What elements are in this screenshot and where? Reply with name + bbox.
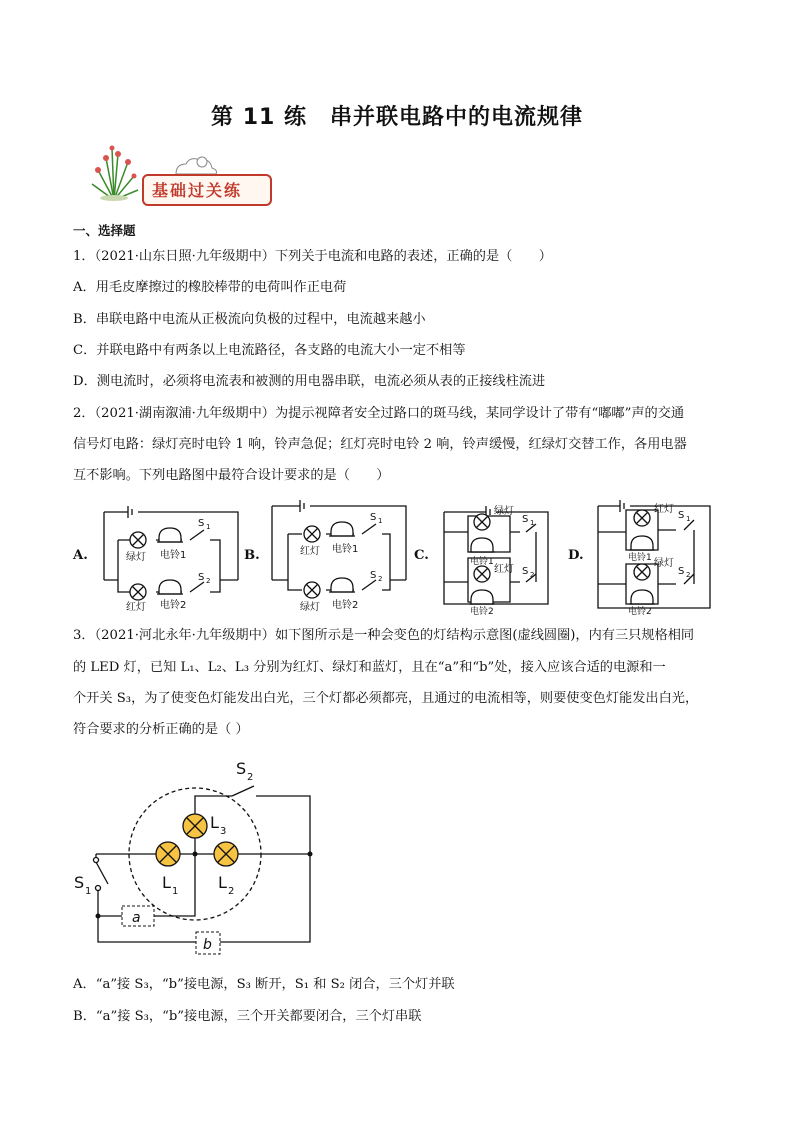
svg-text:a: a	[132, 910, 141, 926]
svg-text:电铃2: 电铃2	[160, 600, 187, 611]
svg-text:2: 2	[247, 772, 254, 783]
q3-circuit-diagram	[70, 748, 330, 958]
svg-text:1: 1	[530, 519, 535, 527]
svg-text:1: 1	[85, 886, 92, 897]
section-banner	[142, 168, 270, 204]
lamp-l1	[156, 842, 180, 866]
q3-stem-line-4: 符合要求的分析正确的是（ ）	[73, 722, 249, 737]
section-heading: 一、选择题	[73, 223, 136, 238]
svg-text:红灯: 红灯	[654, 504, 674, 515]
svg-text:红灯: 红灯	[300, 546, 320, 557]
svg-text:绿灯: 绿灯	[654, 558, 674, 569]
q3-stem-line-3: 个开关 S₃，为了使变色灯能发出白光，三个灯都必须都亮，且通过的电流相等，则要使变色灯能发出白光，	[73, 691, 699, 706]
svg-text:绿灯: 绿灯	[126, 552, 146, 563]
q2-diagram-d	[598, 500, 710, 608]
svg-text:S: S	[236, 759, 247, 778]
flower-illustration	[84, 140, 144, 202]
svg-text:S: S	[522, 514, 529, 525]
lamp-l2	[214, 842, 238, 866]
svg-text:L: L	[162, 873, 171, 892]
q1-option-d: D．测电流时，必须将电流表和被测的用电器串联，电流必须从表的正接线柱流进	[73, 374, 546, 389]
svg-text:1: 1	[172, 886, 179, 897]
svg-text:b: b	[203, 937, 212, 953]
svg-text:1: 1	[686, 515, 691, 523]
q3-option-a: A．“a”接 S₃，“b”接电源，S₃ 断开，S₁ 和 S₂ 闭合，三个灯并联	[73, 977, 455, 992]
page-title: 第 11 练 串并联电路中的电流规律	[211, 105, 583, 130]
lamp-l3	[183, 814, 207, 838]
q2-stem-line-1: 2．（2021·湖南溆浦·九年级期中）为提示视障者安全过路口的斑马线，某同学设计了带有“嘟嘟”声的交通	[73, 406, 685, 421]
svg-text:S: S	[74, 873, 85, 892]
svg-text:S: S	[678, 510, 685, 521]
q3-stem-line-1: 3．（2021·河北永年·九年级期中）如下图所示是一种会变色的灯结构示意图(虚线圆圈)，内有三只规格相同	[73, 628, 695, 643]
svg-text:S: S	[370, 512, 377, 523]
q2-stem-line-3: 互不影响。下列电路图中最符合设计要求的是（ ）	[73, 468, 390, 483]
svg-text:2: 2	[378, 575, 383, 583]
q2-option-a-label: A.	[73, 548, 88, 563]
q2-diagram-a	[104, 506, 238, 592]
svg-text:电铃2: 电铃2	[332, 600, 359, 611]
svg-text:绿灯: 绿灯	[300, 602, 320, 613]
svg-text:2: 2	[228, 886, 235, 897]
svg-text:S: S	[198, 518, 205, 529]
svg-text:L: L	[218, 873, 227, 892]
svg-text:电铃1: 电铃1	[470, 557, 494, 567]
q2-option-b-label: B.	[244, 548, 260, 563]
svg-text:1: 1	[206, 523, 211, 531]
svg-text:绿灯: 绿灯	[494, 506, 514, 517]
svg-text:2: 2	[530, 571, 535, 579]
q1-option-a: A．用毛皮摩擦过的橡胶棒带的电荷叫作正电荷	[73, 280, 347, 295]
svg-text:电铃1: 电铃1	[628, 553, 652, 563]
q2-option-d-label: D.	[568, 548, 584, 563]
svg-text:S: S	[522, 566, 529, 577]
q1-option-b: B．串联电路中电流从正极流向负极的过程中，电流越来越小	[73, 312, 426, 327]
svg-text:电铃2: 电铃2	[628, 607, 652, 617]
q3-option-b: B．“a”接 S₃，“b”接电源，三个开关都要闭合，三个灯串联	[73, 1009, 422, 1024]
svg-text:S: S	[198, 572, 205, 583]
q2-circuit-diagrams	[70, 492, 730, 617]
svg-text:红灯: 红灯	[494, 564, 514, 575]
svg-text:红灯: 红灯	[126, 602, 146, 613]
q2-stem-line-2: 信号灯电路：绿灯亮时电铃 1 响，铃声急促；红灯亮时电铃 2 响，铃声缓慢，红绿灯交替工作，各用电器	[73, 437, 687, 452]
q3-stem-line-2: 的 LED 灯，已知 L₁、L₂、L₃ 分别为红灯、绿灯和蓝灯，且在“a”和“b”处，接入应该合适的电源和一	[73, 660, 666, 675]
svg-text:电铃1: 电铃1	[332, 544, 359, 555]
svg-text:1: 1	[378, 517, 383, 525]
svg-text:电铃2: 电铃2	[470, 607, 494, 617]
svg-text:S: S	[678, 566, 685, 577]
svg-text:电铃1: 电铃1	[160, 550, 187, 561]
q1-option-c: C．并联电路中有两条以上电流路径，各支路的电流大小一定不相等	[73, 343, 466, 358]
svg-text:S: S	[370, 570, 377, 581]
svg-text:L: L	[210, 813, 219, 832]
q2-option-c-label: C.	[414, 548, 429, 563]
svg-text:2: 2	[686, 571, 691, 579]
q1-stem: 1．（2021·山东日照·九年级期中）下列关于电流和电路的表述，正确的是（ ）	[73, 249, 552, 264]
banner-label: 基础过关练	[152, 181, 243, 200]
svg-text:2: 2	[206, 577, 211, 585]
sun-cloud-icon	[172, 154, 218, 176]
svg-text:3: 3	[220, 826, 227, 837]
